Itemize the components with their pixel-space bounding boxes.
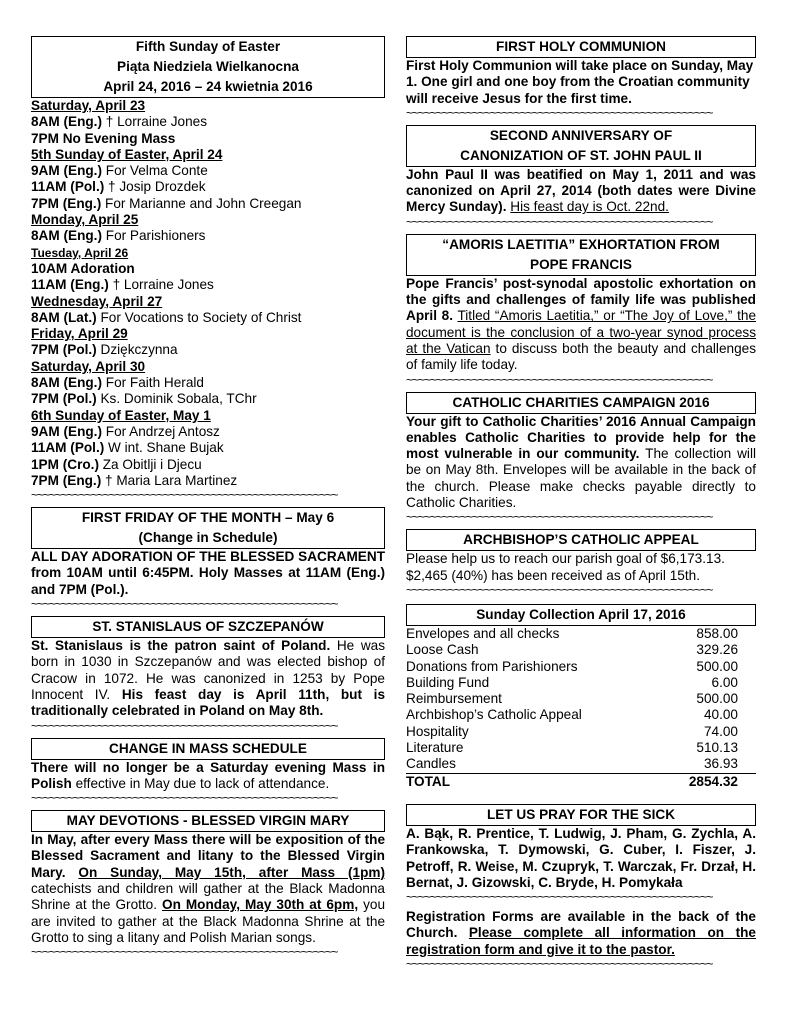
registration-instruction: Please complete all information on the registration form and give it to the pastor. bbox=[406, 925, 756, 957]
mass-change-title bbox=[31, 738, 385, 760]
separator: ~~~~~~~~~~~~~~~~~~~~~~~~~~~~~~~~~~~~~~~~~~~~~~~~~~~ bbox=[406, 511, 713, 524]
may-devotions-text2: you are invited to gather at the Black Madonna Shrine at the Grotto to sing a litany and Polish Marian songs. bbox=[31, 897, 386, 945]
collection-amount: 6.00 bbox=[711, 674, 738, 690]
may-devotions-text1: catechists and children will gather at the Black Madonna Shrine at the Grotto. bbox=[31, 880, 385, 913]
stanislaus-title bbox=[31, 616, 385, 638]
sick-title-text: LET US PRAY FOR THE SICK bbox=[486, 806, 676, 822]
collection-row bbox=[406, 756, 756, 773]
communion-body: First Holy Communion will take place on Sunday, May 1. One girl and one boy from the Croatian community will receive Jesus for the first time. bbox=[406, 58, 754, 106]
first-friday-title-bold: FIRST FRIDAY OF THE MONTH bbox=[81, 510, 282, 526]
collection-title-text: Sunday Collection April 17, 2016 bbox=[476, 606, 686, 622]
mass-time: 7PM (Eng.) bbox=[31, 472, 102, 488]
mass-time: 8AM (Lat.) bbox=[31, 309, 97, 325]
collection-row bbox=[406, 724, 756, 740]
collection-total-amount: 2854.32 bbox=[659, 773, 756, 790]
appeal-title-text: ARCHBISHOP’S CATHOLIC APPEAL bbox=[463, 532, 699, 548]
mass-time: 8AM (Eng.) bbox=[31, 114, 102, 130]
mass-schedule-list bbox=[31, 98, 385, 489]
amoris-title-line2: POPE FRANCIS bbox=[530, 256, 632, 272]
collection-amount: 858.00 bbox=[696, 625, 738, 641]
communion-title-text: FIRST HOLY COMMUNION bbox=[496, 39, 666, 54]
collection-label: Building Fund bbox=[406, 674, 490, 690]
may-devotions-body bbox=[31, 832, 385, 946]
left-column bbox=[31, 36, 385, 958]
separator: ~~~~~~~~~~~~~~~~~~~~~~~~~~~~~~~~~~~~~~~~~~~~~~~~~~~ bbox=[31, 792, 338, 805]
jp2-title bbox=[406, 125, 756, 167]
mass-intention: † Josip Drozdek bbox=[104, 179, 206, 195]
mass-time: 7PM No Evening Mass bbox=[31, 130, 176, 146]
mass-intention: For Velma Conte bbox=[101, 163, 208, 179]
jp2-title-line1: SECOND ANNIVERSARY OF bbox=[489, 127, 673, 143]
collection-label: Donations from Parishioners bbox=[406, 658, 578, 674]
amoris-underlined: Titled “Amoris Laetitia,” or “The Joy of Love,” the document is the conclusion of a two-year synod process at the Vatican bbox=[406, 308, 757, 356]
charities-title-text: CATHOLIC CHARITIES CAMPAIGN 2016 bbox=[452, 394, 710, 410]
collection-row bbox=[406, 659, 756, 675]
schedule-mass-entry bbox=[31, 163, 385, 179]
schedule-day-heading: Monday, April 25 bbox=[31, 212, 139, 228]
mass-schedule-header bbox=[31, 36, 385, 98]
schedule-day-heading: Wednesday, April 27 bbox=[31, 293, 163, 309]
mass-time: 8AM (Eng.) bbox=[31, 228, 102, 244]
schedule-mass-entry bbox=[31, 179, 385, 195]
schedule-mass-entry bbox=[31, 391, 385, 407]
appeal-body: Please help us to reach our parish goal of $6,173.13. $2,465 (40%) has been received as of April 15th. bbox=[406, 551, 725, 583]
schedule-day-heading: Friday, April 29 bbox=[31, 326, 128, 342]
header-line1: Fifth Sunday of Easter bbox=[135, 39, 281, 54]
schedule-mass-entry bbox=[31, 457, 385, 473]
collection-label: Loose Cash bbox=[406, 642, 479, 658]
mass-change-text: effective in May due to lack of attendance. bbox=[71, 775, 330, 791]
mass-time: 1PM (Cro.) bbox=[31, 456, 99, 472]
first-friday-subtitle: (Change in Schedule) bbox=[138, 530, 278, 546]
mass-time: 9AM (Eng.) bbox=[31, 163, 102, 179]
collection-amount: 510.13 bbox=[696, 740, 738, 756]
separator: ~~~~~~~~~~~~~~~~~~~~~~~~~~~~~~~~~~~~~~~~~~~~~~~~~~~ bbox=[31, 489, 338, 502]
schedule-day-heading: Saturday, April 30 bbox=[31, 358, 146, 374]
schedule-day-heading: 5th Sunday of Easter, April 24 bbox=[31, 146, 223, 162]
charities-title bbox=[406, 392, 756, 414]
collection-label: Hospitality bbox=[406, 723, 469, 739]
collection-amount: 500.00 bbox=[696, 691, 738, 707]
separator: ~~~~~~~~~~~~~~~~~~~~~~~~~~~~~~~~~~~~~~~~~~~~~~~~~~~ bbox=[406, 106, 713, 119]
may-devotions-bold1: In May, after every Mass there will be exposition of the Blessed Sacrament and litany to the Blessed Virgin Mary. bbox=[31, 832, 385, 880]
collection-total-row bbox=[406, 773, 756, 790]
separator: ~~~~~~~~~~~~~~~~~~~~~~~~~~~~~~~~~~~~~~~~~~~~~~~~~~~ bbox=[31, 719, 338, 732]
mass-intention: For Vocations to Society of Christ bbox=[96, 309, 302, 325]
charities-bold: Your gift to Catholic Charities’ 2016 Annual Campaign enables Catholic Charities to provide help for the most vulnerable in our community. bbox=[406, 413, 756, 462]
mass-intention: W int. Shane Bujak bbox=[104, 440, 224, 456]
mass-time: 8AM (Eng.) bbox=[31, 375, 102, 391]
header-line3: April 24, 2016 – 24 kwietnia 2016 bbox=[103, 79, 313, 94]
mass-time: 7PM (Pol.) bbox=[31, 391, 97, 407]
collection-amount: 74.00 bbox=[703, 723, 738, 739]
separator: ~~~~~~~~~~~~~~~~~~~~~~~~~~~~~~~~~~~~~~~~~~~~~~~~~~~ bbox=[406, 373, 713, 386]
separator: ~~~~~~~~~~~~~~~~~~~~~~~~~~~~~~~~~~~~~~~~~~~~~~~~~~~ bbox=[31, 946, 338, 959]
mass-intention: Ks. Dominik Sobala, TChr bbox=[96, 391, 257, 407]
separator: ~~~~~~~~~~~~~~~~~~~~~~~~~~~~~~~~~~~~~~~~~~~~~~~~~~~ bbox=[406, 215, 713, 228]
schedule-mass-entry bbox=[31, 310, 385, 326]
mass-intention: For Andrzej Antosz bbox=[101, 423, 220, 439]
mass-intention: † Maria Lara Martinez bbox=[101, 472, 238, 488]
collection-amount: 329.26 bbox=[696, 642, 738, 658]
collection-label: Candles bbox=[406, 756, 456, 772]
collection-row bbox=[406, 740, 756, 756]
stanislaus-text1: He was born in 1030 in Szczepanów and was elected bishop of Cracow in 1072. He was canonized in 1253 by Pope Innocent IV. bbox=[31, 638, 386, 702]
schedule-day-heading: Tuesday, April 26 bbox=[31, 245, 129, 260]
collection-label: Literature bbox=[406, 740, 464, 756]
collection-row bbox=[406, 675, 756, 691]
schedule-day-heading: 6th Sunday of Easter, May 1 bbox=[31, 407, 211, 423]
schedule-mass-entry bbox=[31, 131, 385, 147]
mass-intention: Za Obitlji i Djecu bbox=[98, 456, 202, 472]
schedule-mass-entry bbox=[31, 424, 385, 440]
jp2-title-line2: CANONIZATION OF ST. JOHN PAUL II bbox=[460, 147, 702, 163]
jp2-bold: John Paul II was beatified on May 1, 2011 and was canonized on April 27, 2014 (both dates were Divine Mercy Sunday). bbox=[406, 166, 756, 215]
mass-time: 10AM Adoration bbox=[31, 260, 135, 276]
collection-row bbox=[406, 626, 756, 642]
mass-intention: Dziękczynna bbox=[96, 342, 178, 358]
first-friday-body: ALL DAY ADORATION OF THE BLESSED SACRAMENT from 10AM until 6:45PM. Holy Masses at 11AM (Eng.) and 7PM (Pol.). bbox=[31, 549, 385, 597]
collection-total-label: TOTAL bbox=[406, 773, 659, 790]
mass-time: 11AM (Eng.) bbox=[31, 277, 109, 293]
charities-body bbox=[406, 414, 756, 512]
mass-intention: For Marianne and John Creegan bbox=[101, 195, 302, 211]
may-devotions-title bbox=[31, 810, 385, 832]
may-devotions-date1: On Sunday, May 15th, after Mass (1pm) bbox=[78, 864, 385, 880]
collection-title bbox=[406, 604, 756, 626]
schedule-mass-entry bbox=[31, 196, 385, 212]
collection-amount: 40.00 bbox=[703, 707, 738, 723]
separator: ~~~~~~~~~~~~~~~~~~~~~~~~~~~~~~~~~~~~~~~~~~~~~~~~~~~ bbox=[31, 598, 338, 611]
collection-row bbox=[406, 642, 756, 658]
jp2-feast: His feast day is Oct. 22nd. bbox=[510, 199, 669, 215]
mass-change-body bbox=[31, 760, 385, 793]
schedule-mass-entry bbox=[31, 342, 385, 358]
collection-amount: 36.93 bbox=[703, 756, 738, 772]
may-devotions-date2: On Monday, May 30th at 6pm, bbox=[162, 897, 359, 913]
schedule-mass-entry bbox=[31, 440, 385, 456]
may-devotions-title-text: MAY DEVOTIONS - BLESSED VIRGIN MARY bbox=[66, 813, 350, 829]
amoris-title-line1: “AMORIS LAETITIA” EXHORTATION FROM bbox=[442, 236, 720, 252]
amoris-body bbox=[406, 276, 756, 374]
mass-intention: † Lorraine Jones bbox=[108, 277, 214, 293]
separator: ~~~~~~~~~~~~~~~~~~~~~~~~~~~~~~~~~~~~~~~~~~~~~~~~~~~ bbox=[406, 583, 713, 596]
mass-time: 7PM (Pol.) bbox=[31, 342, 97, 358]
appeal-title bbox=[406, 529, 756, 551]
header-line2: Piąta Niedziela Wielkanocna bbox=[117, 59, 299, 74]
mass-time: 11AM (Pol.) bbox=[31, 440, 105, 456]
charities-text: The collection will be on May 8th. Envelopes will be available in the back of the church. Please make checks payable directly to Catholic Charities. bbox=[406, 446, 756, 511]
stanislaus-bold1: St. Stanislaus is the patron saint of Poland. bbox=[31, 638, 331, 654]
schedule-mass-entry bbox=[31, 228, 385, 244]
mass-intention: For Parishioners bbox=[101, 228, 206, 244]
schedule-day-heading: Saturday, April 23 bbox=[31, 98, 146, 113]
schedule-mass-entry bbox=[31, 277, 385, 293]
jp2-body bbox=[406, 167, 756, 216]
stanislaus-body bbox=[31, 638, 385, 719]
collection-amount: 500.00 bbox=[696, 658, 738, 674]
collection-table bbox=[406, 626, 756, 790]
mass-time: 9AM (Eng.) bbox=[31, 423, 102, 439]
collection-row bbox=[406, 707, 756, 723]
collection-row bbox=[406, 691, 756, 707]
amoris-title bbox=[406, 234, 756, 276]
communion-title bbox=[406, 36, 756, 58]
stanislaus-title-text: ST. STANISLAUS OF SZCZEPANÓW bbox=[92, 619, 324, 635]
schedule-mass-entry bbox=[31, 473, 385, 489]
schedule-mass-entry bbox=[31, 114, 385, 130]
separator: ~~~~~~~~~~~~~~~~~~~~~~~~~~~~~~~~~~~~~~~~~~~~~~~~~~~ bbox=[406, 957, 713, 970]
schedule-mass-entry bbox=[31, 261, 385, 277]
mass-change-title-text: CHANGE IN MASS SCHEDULE bbox=[109, 740, 307, 756]
mass-change-bold: There will no longer be a Saturday evening Mass in Polish bbox=[31, 759, 385, 791]
collection-label: Reimbursement bbox=[406, 691, 502, 707]
stanislaus-bold2: His feast day is April 11th, but is traditionally celebrated in Poland on May 8th. bbox=[31, 686, 385, 719]
first-friday-title bbox=[31, 507, 385, 549]
mass-intention: For Faith Herald bbox=[101, 375, 204, 391]
registration-bold: Registration Forms are available in the back of the Church. bbox=[406, 909, 756, 941]
collection-label: Envelopes and all checks bbox=[406, 625, 560, 641]
registration-notice bbox=[406, 909, 756, 958]
first-friday-title-date: – May 6 bbox=[281, 510, 335, 526]
amoris-text: to discuss both the beauty and challenges of family life today. bbox=[406, 340, 756, 373]
right-column bbox=[406, 36, 756, 970]
sick-title bbox=[406, 804, 756, 826]
mass-time: 7PM (Eng.) bbox=[31, 195, 102, 211]
sick-list: A. Bąk, R. Prentice, T. Ludwig, J. Pham, G. Zychla, A. Frankowska, T. Dymowski, G. Cuber, I. Fiszer, J. Petroff, R. Weise, M. Czupryk, T. Warczak, Fr. Drzał, H. Bernat, J. Gizowski, C. Bryde, H. Pomykała bbox=[406, 825, 756, 890]
collection-label: Archbishop’s Catholic Appeal bbox=[406, 707, 582, 723]
separator: ~~~~~~~~~~~~~~~~~~~~~~~~~~~~~~~~~~~~~~~~~~~~~~~~~~~ bbox=[406, 891, 713, 904]
mass-time: 11AM (Pol.) bbox=[31, 179, 105, 195]
mass-intention: † Lorraine Jones bbox=[101, 114, 208, 130]
schedule-mass-entry bbox=[31, 375, 385, 391]
amoris-bold: Pope Francis’ post-synodal apostolic exhortation on the gifts and challenges of family life was published April 8. bbox=[406, 275, 756, 324]
